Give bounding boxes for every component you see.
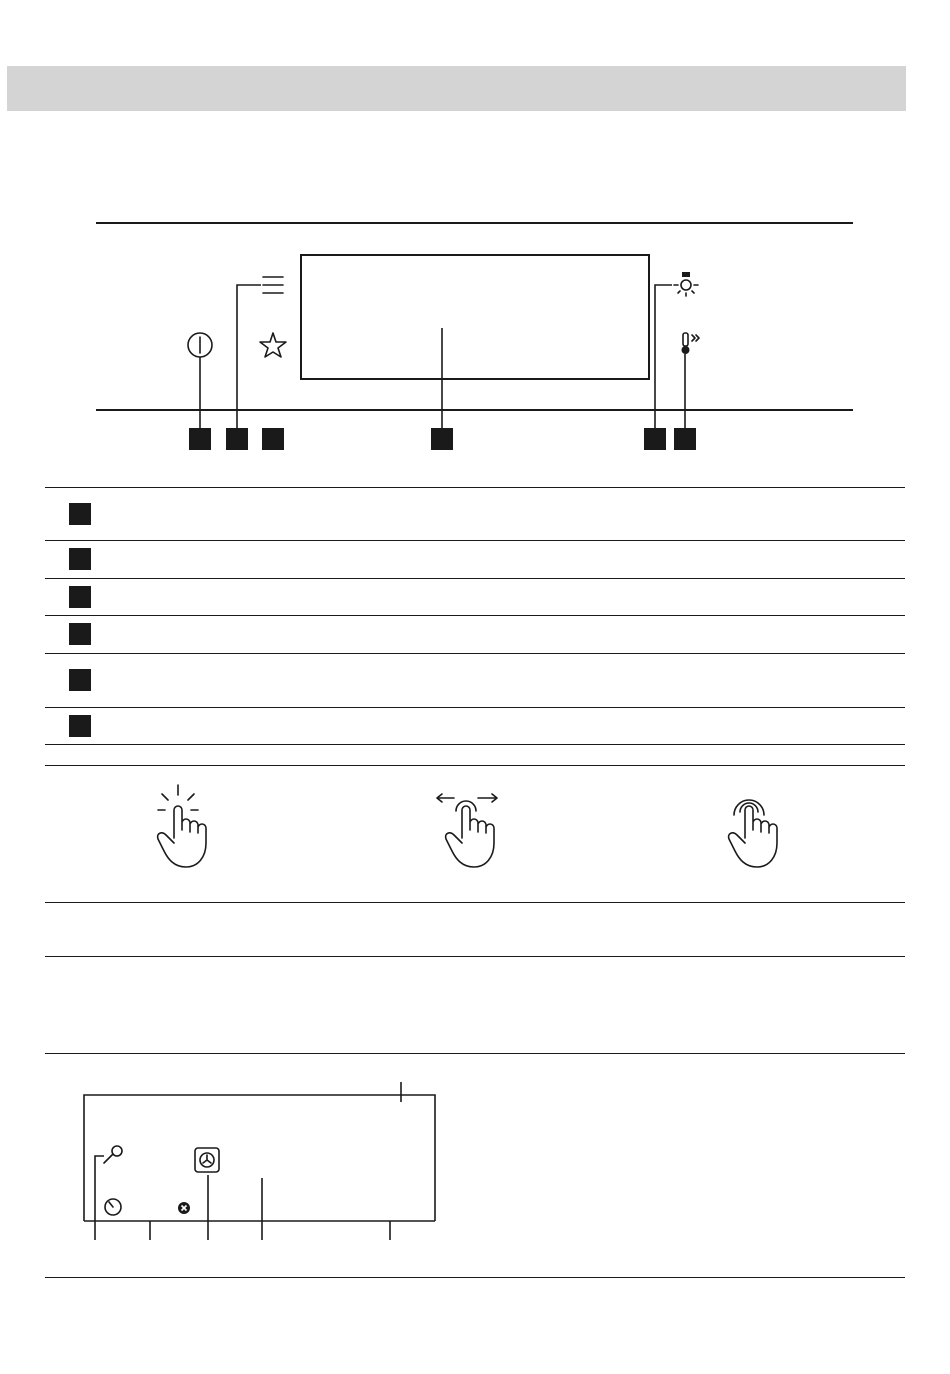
cancel-icon	[178, 1202, 190, 1214]
fan-heating-function-icon	[195, 1148, 219, 1172]
table-rule	[45, 1277, 905, 1278]
food-sensor-icon	[104, 1146, 122, 1163]
timer-icon	[105, 1199, 121, 1215]
